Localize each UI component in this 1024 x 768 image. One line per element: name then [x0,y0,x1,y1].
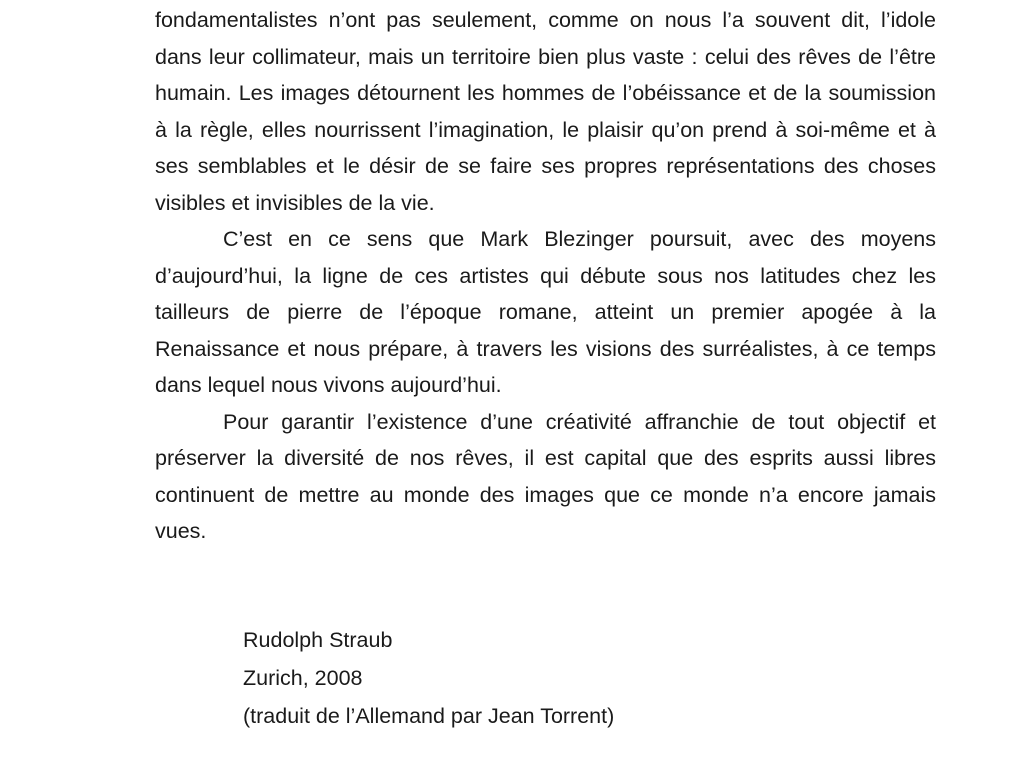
paragraph-2: C’est en ce sens que Mark Blezinger poursuit, avec des moyens d’aujourd’hui, la ligne de ces artistes qui débute sous nos latitudes chez les tailleurs de pierre de l’époque romane, atteint un premier apogée à la Renaissance et nous prépare, à travers les visions des surréalistes, à ce temps dans lequel nous vivons aujourd’hui. [155,227,936,397]
body-text [155,2,936,550]
translation-note: (traduit de l’Allemand par Jean Torrent) [243,704,615,728]
paragraph-3: Pour garantir l’existence d’une créativité affranchie de tout objectif et préserver la diversité de nos rêves, il est capital que des esprits aussi libres continuent de mettre au monde des images que ce monde n’a encore jamais vues. [155,409,936,543]
author-name: Rudolph Straub [243,628,393,652]
signature-block [243,621,614,735]
place-date: Zurich, 2008 [243,666,363,690]
paragraph-1: fondamentalistes n’ont pas seulement, comme on nous l’a souvent dit, l’idole dans leur collimateur, mais un territoire bien plus vaste : celui des rêves de l’être humain. Les images détournent les hommes de l’obéissance et de la soumission à la règle, elles nourrissent l’imagination, le plaisir qu’on prend à soi-même et à ses semblables et le désir de se faire ses propres représentations des choses visibles et invisibles de la vie. [155,8,936,215]
